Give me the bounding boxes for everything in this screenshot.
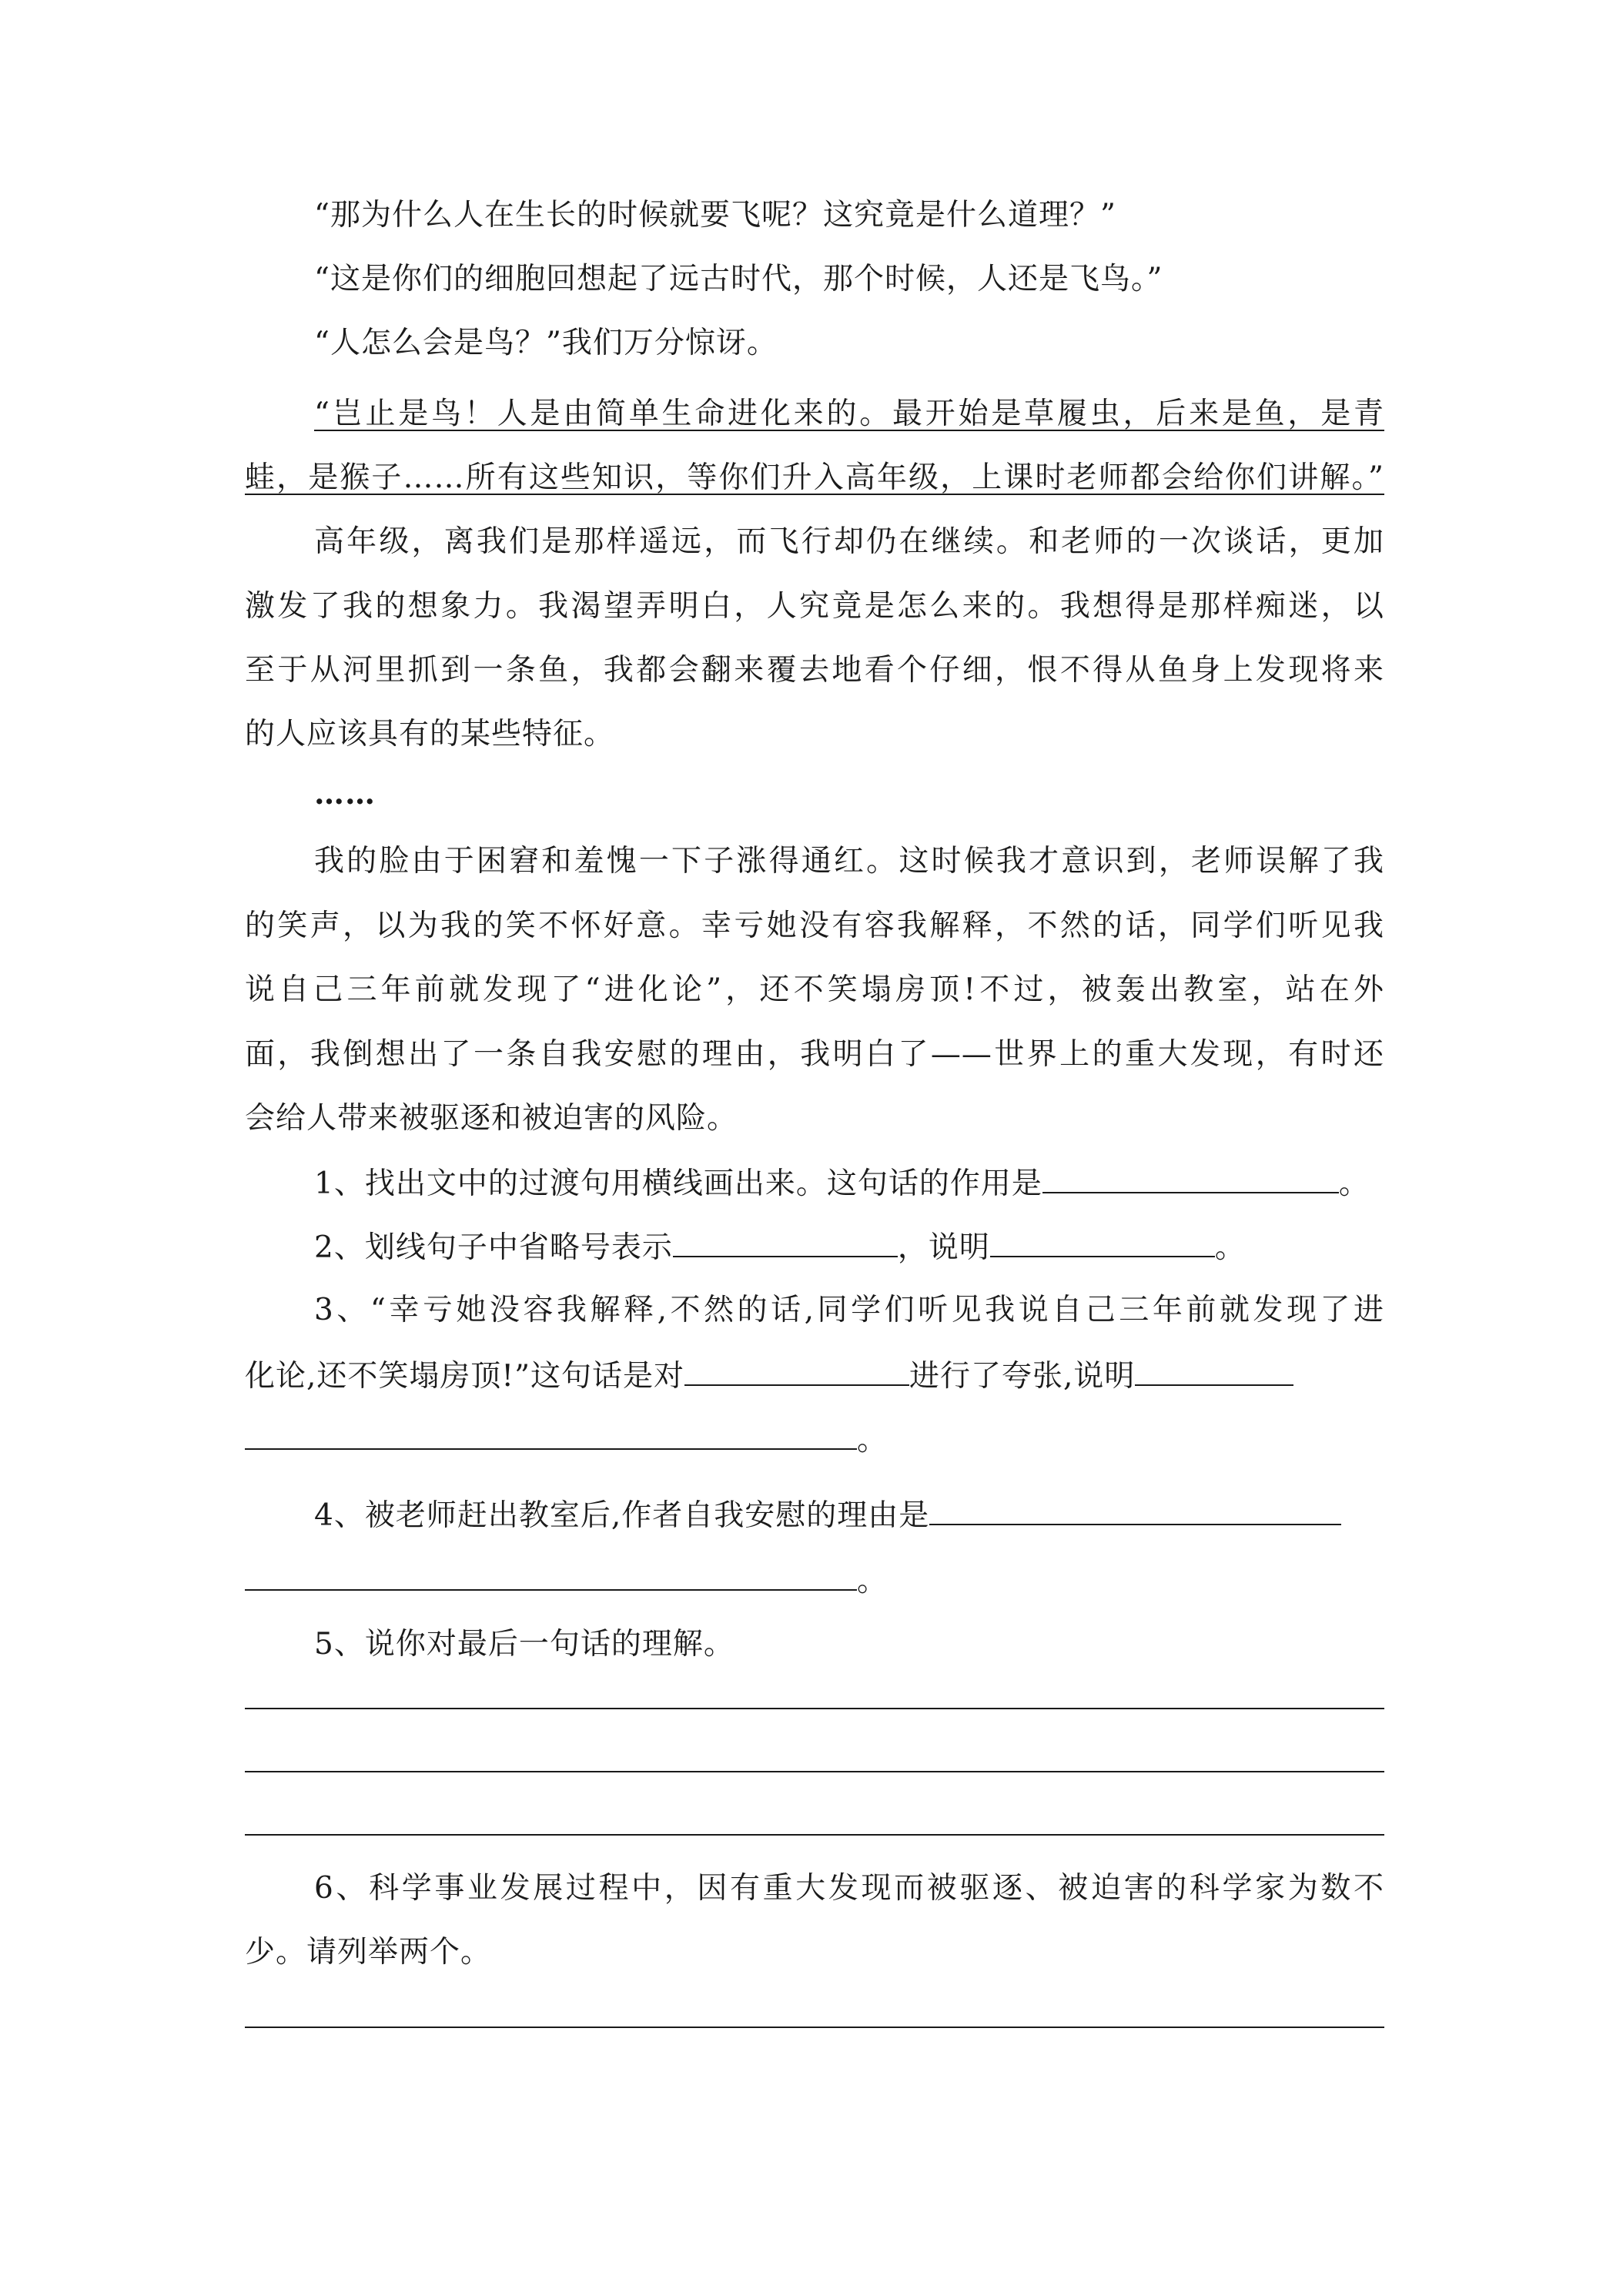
question-6-line-1: 6、科学事业发展过程中，因有重大发现而被驱逐、被迫害的科学家为数不 (314, 1871, 1384, 1906)
passage-line: 高年级，离我们是那样遥远，而飞行却仍在继续。和老师的一次谈话，更加 (314, 524, 1384, 559)
question-5-answer-line-2[interactable] (245, 1771, 1384, 1772)
question-2-text: 2、划线句子中省略号表示 (314, 1230, 673, 1265)
underlined-sentence-line (245, 457, 1384, 500)
underlined-sentence-text: 蛙，是猴子……所有这些知识，等你们升入高年级，上课时老师都会给你们讲解。” (245, 460, 1384, 495)
question-1 (314, 1161, 1384, 1204)
underlined-sentence-line (314, 393, 1384, 436)
passage-line: 的笑声，以为我的笑不怀好意。幸亏她没有容我解释，不然的话，同学们听见我 (245, 909, 1384, 943)
question-4-text: 4、被老师赶出教室后,作者自我安慰的理由是 (314, 1498, 930, 1533)
question-3-answer-blank-1[interactable] (684, 1354, 909, 1386)
passage-line: “那为什么人在生长的时候就要飞呢？这究竟是什么道理？” (314, 198, 1116, 233)
passage-line: 至于从河里抓到一条鱼，我都会翻来覆去地看个仔细，恨不得从鱼身上发现将来 (245, 653, 1384, 688)
question-2 (314, 1225, 1384, 1268)
question-3-line-2 (245, 1354, 1384, 1397)
passage-line: 说自己三年前就发现了“进化论”，还不笑塌房顶!不过，被轰出教室，站在外 (245, 972, 1384, 1007)
question-3-line-1: 3、“幸亏她没容我解释,不然的话,同学们听见我说自己三年前就发现了进 (314, 1293, 1384, 1327)
question-3-answer-blank-2[interactable] (1135, 1354, 1293, 1386)
question-2-answer-blank-1[interactable] (673, 1225, 898, 1257)
passage-line: 激发了我的想象力。我渴望弄明白，人究竟是怎么来的。我想得是那样痴迷，以 (245, 589, 1384, 624)
question-3-text: 化论,还不笑塌房顶!”这句话是对 (245, 1359, 685, 1394)
question-2-text-mid: ，说明 (897, 1230, 990, 1265)
ellipsis-break: …… (314, 776, 376, 812)
question-2-answer-blank-2[interactable] (990, 1225, 1215, 1257)
passage-line: 我的脸由于困窘和羞愧一下子涨得通红。这时候我才意识到，老师误解了我 (314, 844, 1384, 879)
question-2-end: 。 (1214, 1230, 1246, 1265)
question-6-answer-line[interactable] (245, 2027, 1384, 2028)
question-4-answer-blank-1[interactable] (929, 1493, 1341, 1525)
question-4-line-2 (245, 1558, 1384, 1602)
passage-line: 面，我倒想出了一条自我安慰的理由，我明白了——世界上的重大发现，有时还 (245, 1037, 1384, 1072)
question-4-end: 。 (857, 1564, 888, 1598)
question-4-answer-blank-2[interactable] (245, 1558, 857, 1591)
question-1-text: 1、找出文中的过渡句用横线画出来。这句话的作用是 (314, 1166, 1042, 1201)
question-5-answer-line-3[interactable] (245, 1834, 1384, 1836)
underlined-sentence-text: “岂止是鸟！人是由简单生命进化来的。最开始是草履虫，后来是鱼，是青 (314, 397, 1384, 431)
question-1-end: 。 (1338, 1166, 1370, 1201)
question-3-text-mid: 进行了夸张,说明 (909, 1359, 1136, 1394)
question-5-answer-line-1[interactable] (245, 1708, 1384, 1709)
question-3-end: 。 (857, 1423, 888, 1458)
question-3-answer-blank-3[interactable] (245, 1417, 857, 1450)
question-4 (314, 1493, 1384, 1536)
question-5: 5、说你对最后一句话的理解。 (314, 1627, 735, 1662)
question-3-line-3 (245, 1417, 1384, 1461)
passage-line: “人怎么会是鸟？”我们万分惊讶。 (314, 326, 778, 360)
passage-line: “这是你们的细胞回想起了远古时代，那个时候，人还是飞鸟。” (314, 262, 1163, 296)
question-1-answer-blank[interactable] (1042, 1161, 1339, 1193)
question-6-line-2: 少。请列举两个。 (245, 1935, 492, 1970)
passage-line: 会给人带来被驱逐和被迫害的风险。 (245, 1101, 738, 1136)
passage-line: 的人应该具有的某些特征。 (245, 717, 615, 751)
